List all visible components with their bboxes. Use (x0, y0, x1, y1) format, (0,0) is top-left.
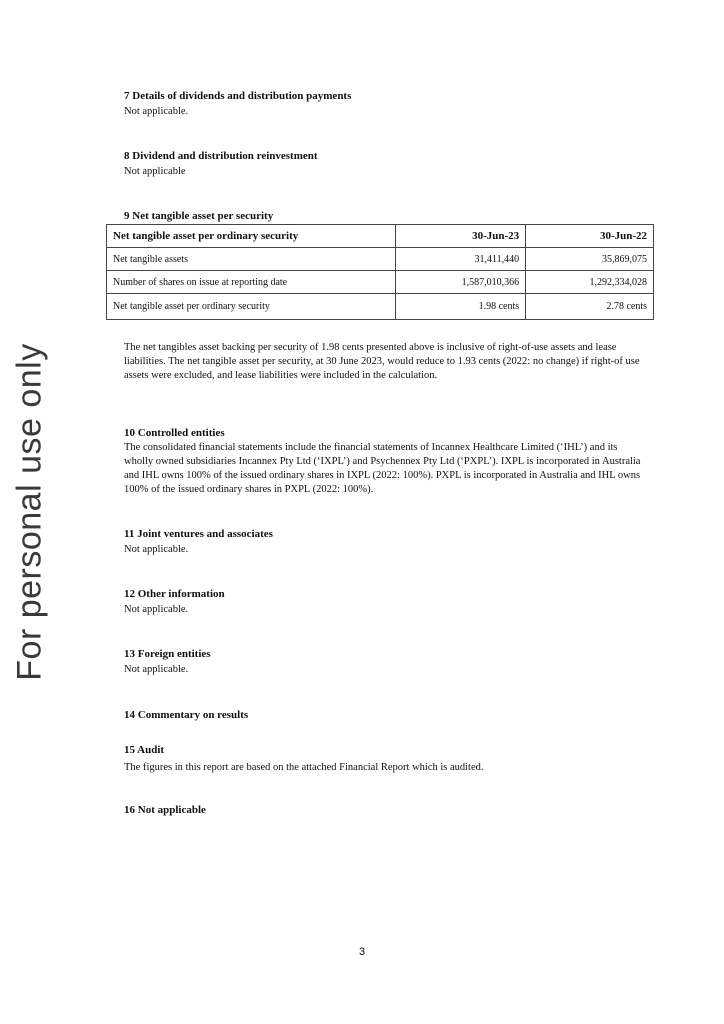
table-cell: 1.98 cents (396, 294, 526, 320)
table-header-cell: 30-Jun-22 (526, 225, 654, 248)
section-13-body: Not applicable. (124, 664, 189, 675)
table-header-cell: 30-Jun-23 (396, 225, 526, 248)
section-7 (124, 89, 644, 119)
section-15-heading: 15 Audit (124, 744, 165, 756)
section-15 (124, 743, 644, 775)
section-9-heading: 9 Net tangible asset per security (124, 210, 274, 222)
table-cell: 1,292,334,028 (526, 271, 654, 294)
table-cell: 31,411,440 (396, 248, 526, 271)
section-14-heading: 14 Commentary on results (124, 709, 249, 721)
table-row (107, 271, 654, 294)
section-13-heading: 13 Foreign entities (124, 648, 211, 660)
section-12-heading: 12 Other information (124, 588, 225, 600)
table-header-cell: Net tangible asset per ordinary security (107, 225, 396, 248)
table-header-row (107, 225, 654, 248)
section-15-body: The figures in this report are based on the attached Financial Report which is audited. (124, 762, 484, 773)
section-13 (124, 647, 644, 677)
section-16-heading: 16 Not applicable (124, 804, 206, 816)
section-9 (124, 209, 644, 223)
section-16 (124, 803, 644, 817)
section-8 (124, 149, 644, 179)
section-9-note (124, 341, 644, 383)
section-11-heading: 11 Joint ventures and associates (124, 528, 273, 540)
section-10-heading: 10 Controlled entities (124, 427, 225, 439)
section-10 (124, 426, 644, 497)
table-row (107, 294, 654, 320)
nta-note-paragraph: The net tangibles asset backing per security of 1.98 cents presented above is inclusive of right-of-use assets and lease liabilities. The net tangible asset per security, at 30 June 2023, would reduce to 1.93 cents (2022: no change) if right-of use assets were excluded, and lease liabilities were included in the calculation. (124, 342, 640, 381)
section-12 (124, 587, 644, 617)
table-cell: 35,869,075 (526, 248, 654, 271)
table-row (107, 248, 654, 271)
section-14 (124, 708, 644, 722)
table-cell: Number of shares on issue at reporting date (107, 271, 396, 294)
watermark-text: For personal use only (10, 343, 49, 681)
page-number: 3 (358, 946, 366, 958)
watermark (0, 335, 60, 690)
section-12-body: Not applicable. (124, 604, 189, 615)
table-cell: Net tangible asset per ordinary security (107, 294, 396, 320)
net-tangible-asset-table (106, 224, 654, 320)
section-10-body: The consolidated financial statements include the financial statements of Incannex Healthcare Limited (‘IHL’) and its wholly owned subsidiaries Incannex Pty Ltd (‘IXPL’) and Psychennex Pty Ltd (‘PXPL’). IXPL is incorporated in Australia and IHL owns 100% of the issued ordinary shares in IXPL (2022: 100%). PXPL is incorporated in Australia and IHL owns 100% of the issued ordinary shares in PXPL (2022: 100%). (124, 442, 641, 495)
section-7-heading: 7 Details of dividends and distribution payments (124, 90, 352, 102)
section-8-body: Not applicable (124, 166, 186, 177)
table-cell: 1,587,010,366 (396, 271, 526, 294)
section-11-body: Not applicable. (124, 544, 189, 555)
table-cell: Net tangible assets (107, 248, 396, 271)
section-7-body: Not applicable. (124, 106, 189, 117)
table-cell: 2.78 cents (526, 294, 654, 320)
section-8-heading: 8 Dividend and distribution reinvestment (124, 150, 318, 162)
section-11 (124, 527, 644, 557)
